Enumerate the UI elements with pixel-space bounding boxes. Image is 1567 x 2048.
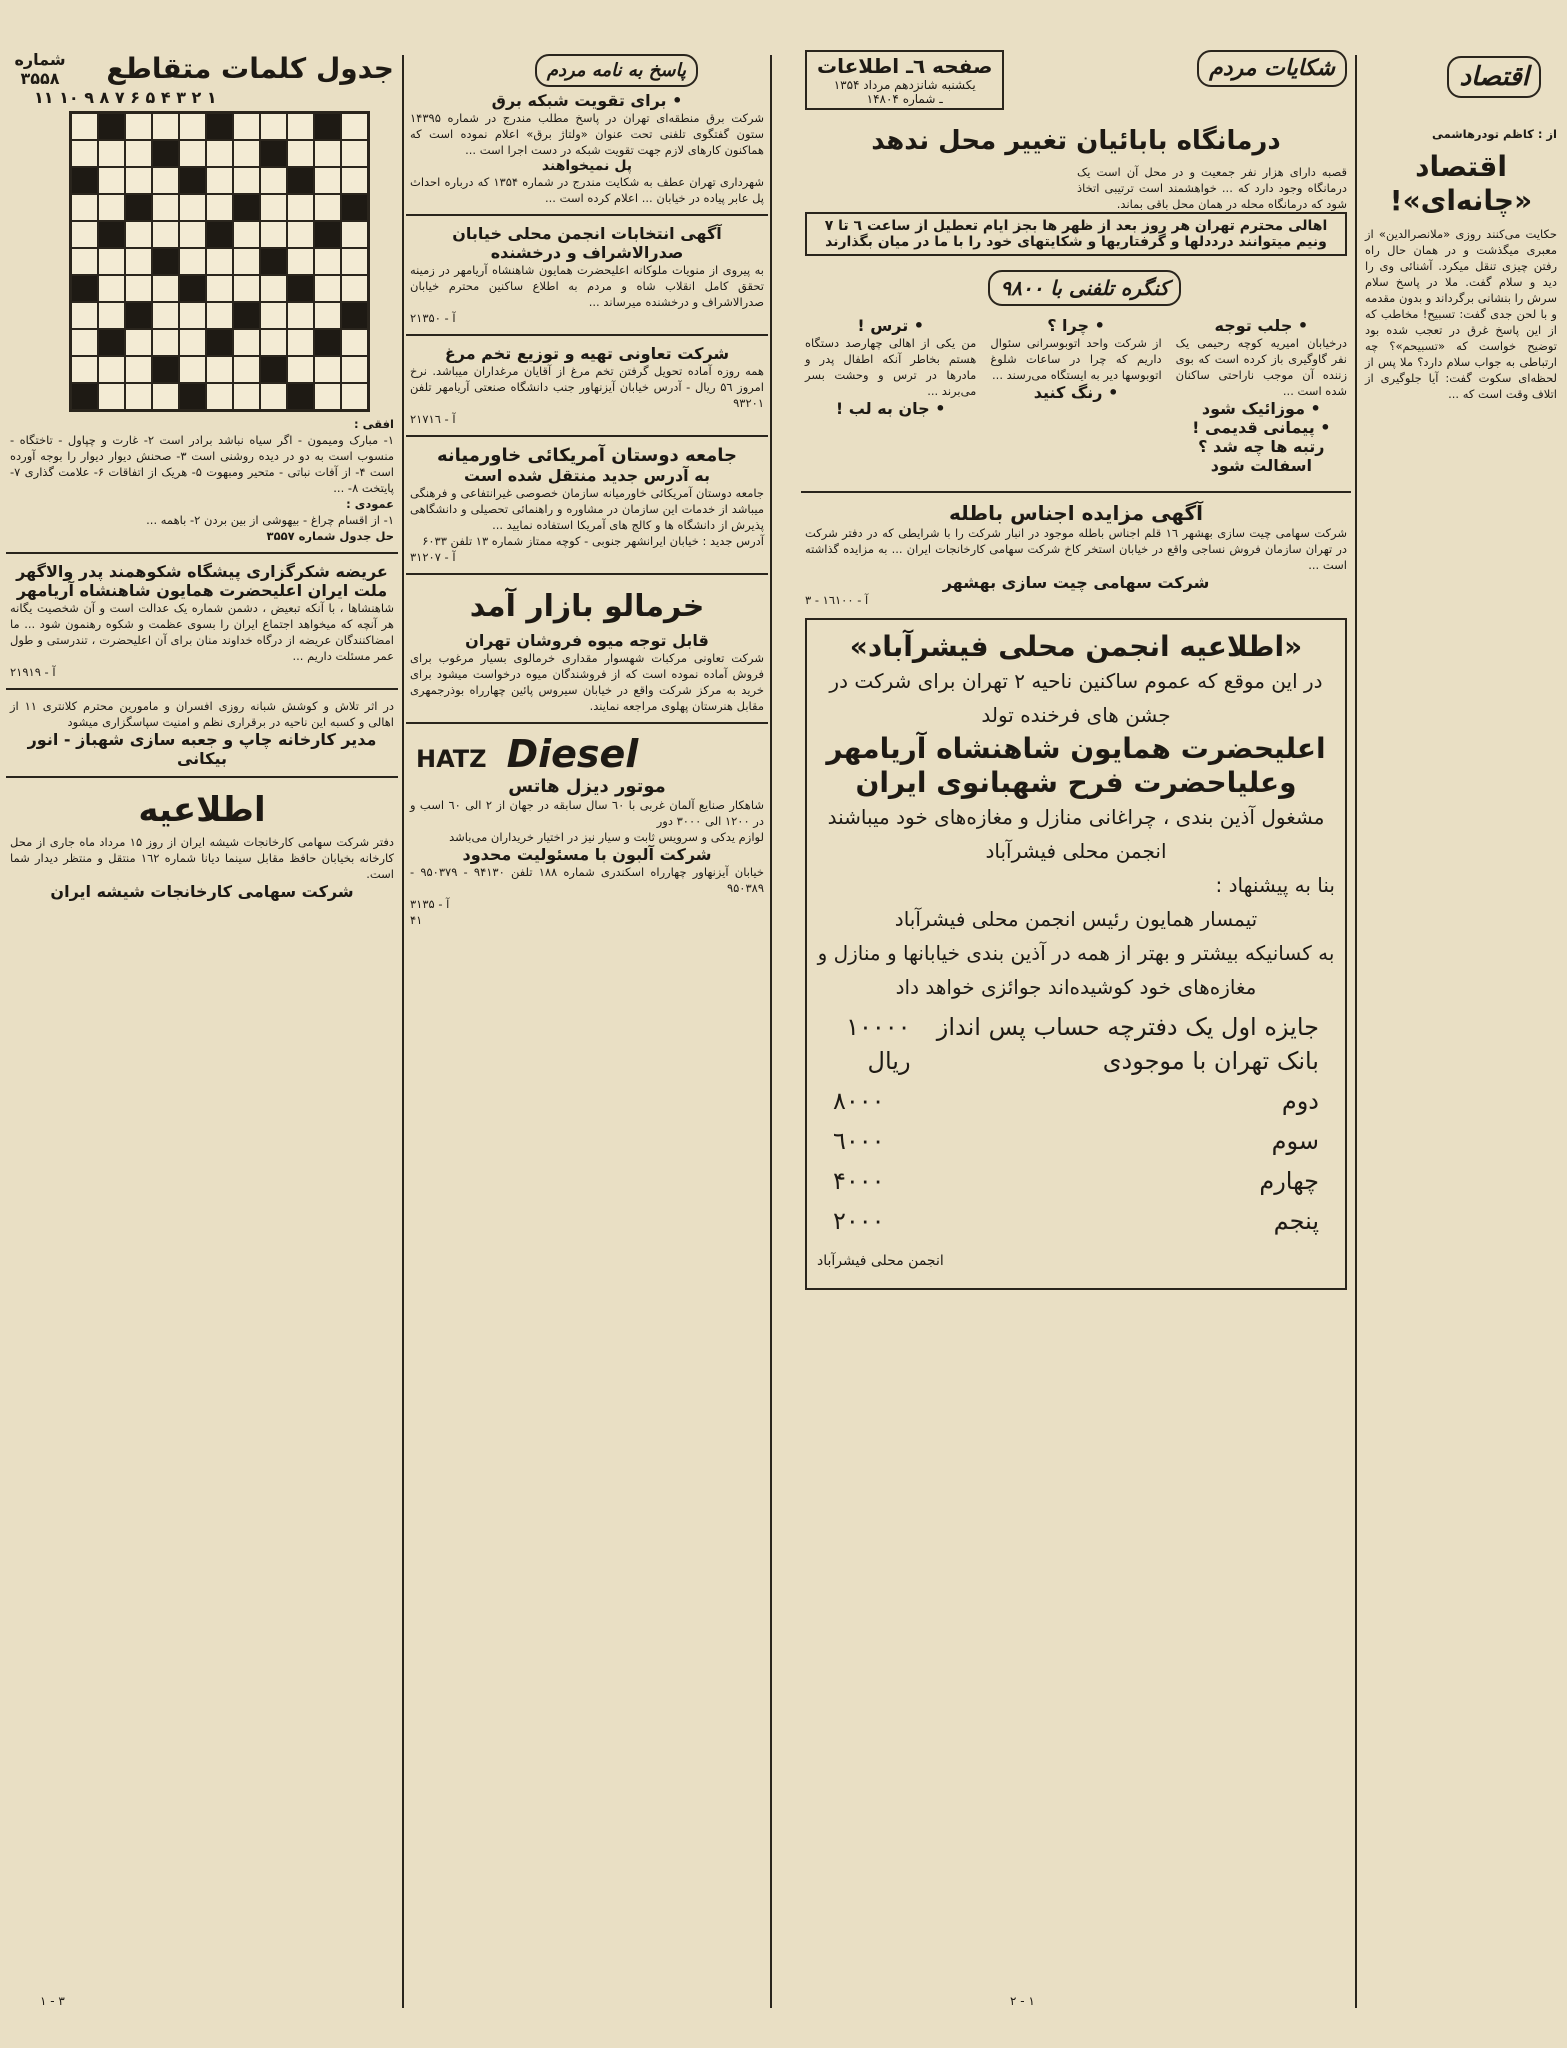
item4-title: • موزائیک شود: [1201, 399, 1321, 418]
coop-body: همه روزه آماده تحویل گرفتن تخم مرغ از آقایان مرغداران میباشد. نرخ امروز ۵٦ ریال - آدرس خیابان آیزنهاور جنب دانشگاه صنعتی آریامهر تلفن ۹۳۲۰۱: [410, 364, 764, 410]
crossword-cell: [341, 248, 368, 275]
footer-code2: ۳ - ۱: [40, 1994, 65, 2008]
crossword-cell: [206, 329, 233, 356]
item9-title: اسفالت شود: [1210, 456, 1312, 475]
crossword-cell: [233, 329, 260, 356]
notice-p2: مشغول آذین بندی ، چراغانی منازل و مغازه‌های خود میباشند انجمن محلی فیشرآباد: [827, 805, 1325, 863]
notice-p3: بنا به پیشنهاد :: [1215, 873, 1335, 897]
crossword-cell: [179, 356, 206, 383]
election-body: به پیروی از منویات ملوکانه اعلیحضرت همایون شاهنشاه آریامهر در زمینه تحقق کامل انقلاب شاه و مردم به اطلاع ساکنین محترم خیابان صدرالاشراف و درخشنده میرساند ...: [410, 263, 764, 309]
crossword-cell: [287, 248, 314, 275]
crossword-cell: [206, 275, 233, 302]
item5-title: • پیمانی قدیمی !: [1192, 418, 1331, 437]
crossword-cell: [71, 329, 98, 356]
crossword-cell: [314, 194, 341, 221]
item3-title: • ترس !: [857, 316, 925, 335]
crossword-cell: [260, 383, 287, 410]
notice-p1: در این موقع که عموم ساکنین ناحیه ۲ تهران برای شرکت در جشن های فرخنده تولد: [829, 669, 1323, 727]
item8-title: • جان به لب !: [835, 399, 946, 418]
auction-code: آ - ۱٦۱۰۰ - ۳: [805, 593, 869, 607]
crossword-cell: [314, 302, 341, 329]
crossword-cell: [71, 302, 98, 329]
crossword-cell: [179, 221, 206, 248]
crossword-number: شماره ۳۵۵۸: [14, 50, 66, 88]
election-sig: آ - ۲۱۳۵۰: [410, 311, 456, 325]
crossword-cell: [125, 329, 152, 356]
item3-body: من یکی از اهالی چهارصد دستگاه هستم بخاطر آنکه اطفال پدر و مادرها در ترس و وحشت بسر می‌برند ...: [805, 336, 977, 398]
crossword-cell: [260, 275, 287, 302]
ams-title: جامعه دوستان آمریکائی خاورمیانه: [436, 445, 738, 466]
item6-title: رتبه ها چه شد ؟: [1198, 437, 1325, 456]
eqtesad-author: از : کاظم تودرهاشمی: [1431, 127, 1557, 141]
crossword-cell: [125, 113, 152, 140]
fashion-notice: [805, 618, 1347, 1290]
ams-sig: آ - ۳۱۲۰۷: [410, 550, 456, 564]
crossword-cell: [233, 167, 260, 194]
crossword-cell: [341, 329, 368, 356]
crossword-cell: [287, 275, 314, 302]
crossword-cell: [152, 113, 179, 140]
crossword-cell: [206, 167, 233, 194]
pasokh-logo: پاسخ به نامه مردم: [535, 54, 698, 87]
crossword-cell: [152, 329, 179, 356]
item2-title: • چرا ؟: [1047, 316, 1105, 335]
crossword-cell: [71, 221, 98, 248]
crossword-cell: [152, 194, 179, 221]
crossword-cell: [179, 275, 206, 302]
crossword-cell: [287, 194, 314, 221]
crossword-cell: [98, 383, 125, 410]
crossword-cell: [287, 167, 314, 194]
crossword-cell: [260, 113, 287, 140]
crossword-cell: [152, 356, 179, 383]
crossword-cell: [71, 194, 98, 221]
crossword-cell: [125, 275, 152, 302]
crossword-cell: [341, 167, 368, 194]
item7-title: • رنگ کنید: [1033, 383, 1119, 402]
melon-title: خرمالو بازار آمد: [469, 589, 705, 624]
crossword-cell: [206, 383, 233, 410]
glass-body: دفتر شرکت سهامی کارخانجات شیشه ایران از روز ۱۵ مرداد ماه جاری از محل کارخانه بخیابان حافظ مقابل سینما دیانا شماره ۱٦۲ منتقل و منتظر دیدار شما است.: [10, 835, 395, 881]
thanks-body: در اثر تلاش و کوشش شبانه روزی افسران و مامورین محترم کلانتری ۱۱ از اهالی و کسبه این ناحیه در برقراری نظم و امنیت سپاسگزاری میشود: [10, 699, 394, 729]
crossword-cell: [314, 356, 341, 383]
crossword-cell: [341, 140, 368, 167]
crossword-cell: [314, 329, 341, 356]
item1-body: درخیابان امیریه کوچه رحیمی یک نفر گاوگیری باز کرده است که بوی زننده آن موجب ناراحتی ساکنان شده است ...: [1175, 336, 1347, 398]
crossword-cell: [206, 248, 233, 275]
notice-title: «اطلاعیه انجمن محلی فیشرآباد»: [849, 630, 1303, 663]
crossword-cell: [341, 275, 368, 302]
prize-row: پنجم ۲۰۰۰: [833, 1207, 1319, 1235]
crossword-cell: [314, 113, 341, 140]
crossword-cell: [179, 329, 206, 356]
column-rule: [402, 55, 404, 2008]
eqtesad-logo: اقتصاد: [1447, 56, 1541, 98]
thanks-sig: مدیر کارخانه چاپ و جعبه سازی شهباز - انور بیکانی: [27, 730, 377, 768]
eqtesad-column: [1361, 50, 1561, 2008]
crossword-cell: [260, 329, 287, 356]
crossword-cell: [314, 167, 341, 194]
across-text: ۱- مبارک ومیمون - اگر سیاه نباشد برادر است ۲- غارت و چپاول - تاختگاه - منسوب است به دو در دیده روشنی است ۳- صحنش دیوار دیوار را بوجه آورده است ۴- از آفات نباتی - متحیر ومبهوت ۵- هریک از اتفاقات ۶- علامت گذاری ۷- پایتخت ۸- ...: [10, 433, 395, 495]
crossword-cell: [287, 356, 314, 383]
shekayat-logo: شکایات مردم: [1197, 50, 1347, 87]
crossword-cell: [233, 221, 260, 248]
crossword-cell: [179, 383, 206, 410]
crossword-cell: [287, 113, 314, 140]
diesel-word: Diesel: [506, 732, 639, 776]
item2-body: از شرکت واحد اتوبوسرانی سئوال داریم که چرا در ساعات شلوغ اتوبوسها دیر به ایستگاه می‌رسند ...: [990, 336, 1162, 382]
crossword-cell: [125, 302, 152, 329]
crossword-cell: [314, 248, 341, 275]
crossword-cell: [98, 113, 125, 140]
notice-p5: به کسانیکه بیشتر و بهتر از همه در آذین بندی خیابانها و منازل و مغازه‌های خود کوشیده‌اند جوائزی خواهد داد: [817, 941, 1335, 999]
crossword-cell: [233, 194, 260, 221]
crossword-cell: [233, 275, 260, 302]
column-rule: [770, 55, 772, 2008]
crossword-cell: [341, 221, 368, 248]
across-title: افقی :: [354, 417, 394, 431]
crossword-cell: [152, 221, 179, 248]
crossword-cell: [71, 356, 98, 383]
crossword-cell: [98, 221, 125, 248]
crossword-cell: [152, 383, 179, 410]
crossword-cell: [206, 221, 233, 248]
coop-sig: آ - ۲۱۷۱٦: [410, 412, 456, 426]
crossword-cell: [125, 221, 152, 248]
prize-row: سوم ٦۰۰۰: [833, 1127, 1319, 1155]
crossword-cell: [287, 221, 314, 248]
ams-body: جامعه دوستان آمریکائی خاورمیانه سازمان خصوصی غیرانتفاعی و فرهنگی میباشد از خدمات این سازمان در مشاوره و راهنمائی تحصیلی و دانشگاهی پذیرش از دانشگاه ها و کالج های آمریکا استفاده نمایید ...: [410, 486, 764, 532]
footer-code1: ۱ - ۲: [1010, 1994, 1035, 2008]
crossword-cell: [98, 302, 125, 329]
crossword-cell: [71, 140, 98, 167]
down-text: ۱- از اقسام چراغ - بیهوشی از بین بردن ۲- باهمه ...: [146, 513, 394, 527]
pasokh-item1-body: شرکت برق منطقه‌ای تهران در پاسخ مطلب مندرج در شماره ۱۴۳۹۵ ستون گفتگوی تلفنی تحت عنوان «ولتاژ برق» اعلام نموده است که هماکنون کارهای لازم جهت تقویت شبکه در دست اجرا است ...: [410, 111, 764, 157]
notice-royal2: وعلیاحضرت فرح شهبانوی ایران: [855, 766, 1297, 799]
auction-title: آگهی مزایده اجناس باطله: [948, 501, 1204, 525]
crossword-cell: [71, 167, 98, 194]
crossword-cell: [125, 140, 152, 167]
crossword-cell: [287, 383, 314, 410]
crossword-cell: [98, 248, 125, 275]
prize-list: [817, 1010, 1335, 1238]
shekayat-column: [801, 50, 1351, 2008]
crossword-cell: [341, 383, 368, 410]
crossword-cell: [98, 329, 125, 356]
crossword-cell: [260, 221, 287, 248]
crossword-cell: [71, 383, 98, 410]
crossword-cell: [233, 302, 260, 329]
crossword-cell: [287, 329, 314, 356]
petition-sig: آ - ۲۱۹۱۹: [10, 665, 56, 679]
down-title: عمودی :: [346, 497, 394, 511]
crossword-cell: [341, 302, 368, 329]
crossword-cell: [71, 113, 98, 140]
prize-row: چهارم ۴۰۰۰: [833, 1167, 1319, 1195]
crossword-cell: [233, 140, 260, 167]
crossword-cell: [71, 248, 98, 275]
crossword-cell: [206, 302, 233, 329]
crossword-cell: [260, 248, 287, 275]
crossword-cell: [260, 356, 287, 383]
crossword-cell: [233, 248, 260, 275]
diesel-body: شاهکار صنایع آلمان غربی با ٦۰ سال سابقه در جهان از ۲ الی ٦۰ اسب و در ۱۲۰۰ الی ۳۰۰۰ دور: [410, 798, 764, 828]
crossword-cell: [287, 302, 314, 329]
pasokh-item2-body: شهرداری تهران عطف به شکایت مندرج در شماره ۱۳۵۴ که درباره احداث پل عابر پیاده در خیابان ... اعلام کرده است ...: [410, 175, 764, 205]
crossword-cell: [98, 167, 125, 194]
notice-p4: تیمسار همایون رئیس انجمن محلی فیشرآباد: [894, 907, 1258, 931]
crossword-cell: [152, 248, 179, 275]
melon-body: شرکت تعاونی مرکبات شهسوار مقداری خرمالوی بسیار مرغوب برای فروش آماده نموده است که از فروشندگان میوه درخواست میشود برای خرید به مرکز شرکت واقع در خیابان سیروس پائین چهارراه بوذرجمهری مقابل هنرستان پهلوی مراجعه نمایند.: [410, 651, 764, 713]
crossword-cell: [125, 194, 152, 221]
crossword-cell: [206, 194, 233, 221]
pasokh-item1-title: • برای تقویت شبکه برق: [491, 91, 683, 110]
crossword-cell: [98, 275, 125, 302]
crossword-cell: [152, 302, 179, 329]
crossword-cell: [152, 275, 179, 302]
page-header-box: [805, 50, 1004, 110]
crossword-cell: [206, 356, 233, 383]
melon-subtitle: قابل توجه میوه فروشان تهران: [465, 631, 709, 650]
crossword-cell: [98, 194, 125, 221]
eqtesad-body: حکایت می‌کنند روزی «ملانصرالدین» از معبری میگذشت و در همان حال راه رفتن چیزی تنقل میکرد. آشنائی وی را دید و سلام گفت. ملا در پاسخ سلام سرش را بنشانی برگرداند و بدون مقدمه و با لحن جدی گفت: تسبیح! مخاطب که از این پاسخ غرق در تعجب شده بود توضیح خواست که «تسبیحم»؟ چه ارتباطی به جواب سلام دارد؟ ملا پس از لحظه‌ای سکوت گفت: آیا جلوگیری از اتلاف وقت است که ...: [1365, 227, 1557, 401]
crossword-cell: [152, 167, 179, 194]
crossword-cell: [125, 383, 152, 410]
crossword-cell: [314, 221, 341, 248]
pasokh-item2-title: پل نمیخواهند: [541, 158, 633, 174]
crossword-cell: [233, 356, 260, 383]
crossword-cell: [152, 140, 179, 167]
diesel-sig: آ - ۳۱۳۵: [410, 897, 450, 911]
crossword-cell: [71, 275, 98, 302]
crossword-cell: [341, 356, 368, 383]
diesel-title: موتور دیزل هاتس: [508, 776, 666, 797]
crossword-cell: [179, 140, 206, 167]
shekayat-title: درمانگاه بابائیان تغییر محل ندهد: [871, 126, 1281, 156]
glass-sig: شرکت سهامی کارخانجات شیشه ایران: [50, 882, 354, 901]
crossword-cell: [179, 302, 206, 329]
crossword-cell: [260, 140, 287, 167]
crossword-cell: [233, 113, 260, 140]
crossword-cell: [125, 167, 152, 194]
prize-row: جایزه اول یک دفترچه حساب پس انداز بانک تهران با موجودی ۱۰۰۰۰ ریال: [846, 1013, 1319, 1075]
crossword-cell: [341, 113, 368, 140]
crossword-cell: [98, 140, 125, 167]
crossword-cell: [260, 194, 287, 221]
crossword-cell: [179, 194, 206, 221]
crossword-cell: [179, 248, 206, 275]
ams-subtitle: به آدرس جدید منتقل شده است: [464, 466, 710, 485]
crossword-cell: [206, 113, 233, 140]
shekayat-notice: اهالی محترم تهران هر روز بعد از ظهر ها بجز ایام تعطیل از ساعت ٦ تا ٧ ونیم میتوانند درددلها و گرفتاریها و شکایتهای خود را با ما در میان بگذارند: [805, 212, 1347, 256]
crossword-cell: [179, 167, 206, 194]
prize-row: دوم ۸۰۰۰: [833, 1087, 1319, 1115]
crossword-cell: [125, 356, 152, 383]
prev-title: حل جدول شماره ۳۵۵۷: [266, 529, 394, 543]
crossword-cell: [260, 167, 287, 194]
crossword-cell: [341, 194, 368, 221]
footer-num41: ۴۱: [410, 913, 423, 927]
crossword-cell: [206, 140, 233, 167]
eqtesad-title: اقتصاد «چانه‌ای»!: [1389, 150, 1533, 217]
column-rule: [1355, 55, 1357, 2008]
col-numbers: ۱۱ ۱۰ ۹ ۸ ۷ ۶ ۵ ۴ ۳ ۲ ۱: [34, 88, 217, 107]
issue-line: ـ شماره ۱۴۸۰۴: [866, 92, 943, 106]
election-title: آگهی انتخابات انجمن محلی خیابان صدرالاشراف و درخشنده: [452, 224, 722, 262]
crossword-column: [6, 50, 398, 2008]
crossword-cell: [314, 275, 341, 302]
crossword-cell: [314, 383, 341, 410]
diesel-dealer: شرکت آلبون با مسئولیت محدود: [462, 845, 712, 864]
shekayat-intro: قصبه دارای هزار نفر جمعیت و در محل آن است یک درمانگاه وجود دارد که ... خواهشمند است ترتیبی اتخاذ شود که درمانگاه محله در همان محل باقی بماند.: [1077, 165, 1347, 211]
coop-title: شرکت تعاونی تهیه و توزیع تخم مرغ: [444, 344, 730, 363]
crossword-cell: [179, 113, 206, 140]
date-line: یکشنبه شانزدهم مرداد ۱۳۵۴: [833, 78, 976, 92]
crossword-cell: [125, 248, 152, 275]
diesel-address: خیابان آیزنهاور چهارراه اسکندری شماره ۱۸۸ تلفن ۹۴۱۳۰ - ۹۵۰۳۷۹ - ۹۵۰۳۸۹: [410, 865, 765, 895]
petition-body: شاهنشاها ، با آنکه تبعیض ، دشمن شماره یک عدالت است و آن شخصیت یگانه هر آنچه که میخواهد اجتماع ایران را بسوی عظمت و شکوه رهنمون شود ... ما امضاکنندگان عریضه از درگاه خداوند منان برای آن اعلیحضرت ، تندرستی و طول عمر مسئلت داریم ...: [10, 601, 394, 663]
crossword-grid: [69, 111, 370, 412]
crossword-cell: [287, 140, 314, 167]
petition-title: عریضه شکرگزاری پیشگاه شکوهمند پدر والاگهر ملت ایران اعلیحضرت همایون شاهنشاه آریامهر: [16, 562, 388, 600]
item1-title: • جلب توجه: [1214, 316, 1309, 335]
crossword-title: جدول کلمات متقاطع: [106, 52, 394, 85]
crossword-cell: [314, 140, 341, 167]
notice-royal1: اعلیحضرت همایون شاهنشاه آریامهر: [826, 732, 1326, 765]
pasokh-column: [406, 50, 768, 2008]
crossword-cell: [98, 356, 125, 383]
auction-sig: شرکت سهامی چیت سازی بهشهر: [942, 573, 1210, 592]
glass-title: اطلاعیه: [138, 790, 266, 830]
crossword-cell: [233, 383, 260, 410]
diesel-slogan: لوازم یدکی و سرویس ثابت و سیار نیز در اختیار خریداران می‌باشد: [449, 830, 764, 844]
ams-address: آدرس جدید : خیابان ایرانشهر جنوبی - کوچه ممتاز شماره ۱۳ تلفن ۶۰۳۳: [422, 534, 764, 548]
page-label: صفحه ٦ـ اطلاعات: [817, 54, 993, 78]
crossword-cell: [260, 302, 287, 329]
diesel-brand: HATZ: [416, 745, 487, 773]
auction-body: شرکت سهامی چیت سازی بهشهر ۱٦ قلم اجناس باطله موجود در انبار شرکت را با شرایطی که در دفتر شرکت در تهران سازمان فروش نساجی واقع در خیابان استخر کاخ شرکت سهامی کارخانجات ایران ... به مزایده گذاشته است ...: [805, 526, 1347, 572]
phone-logo: کنگره تلفنی با ۹۸۰۰: [988, 270, 1181, 306]
notice-sig: انجمن محلی فیشرآباد: [817, 1253, 944, 1269]
